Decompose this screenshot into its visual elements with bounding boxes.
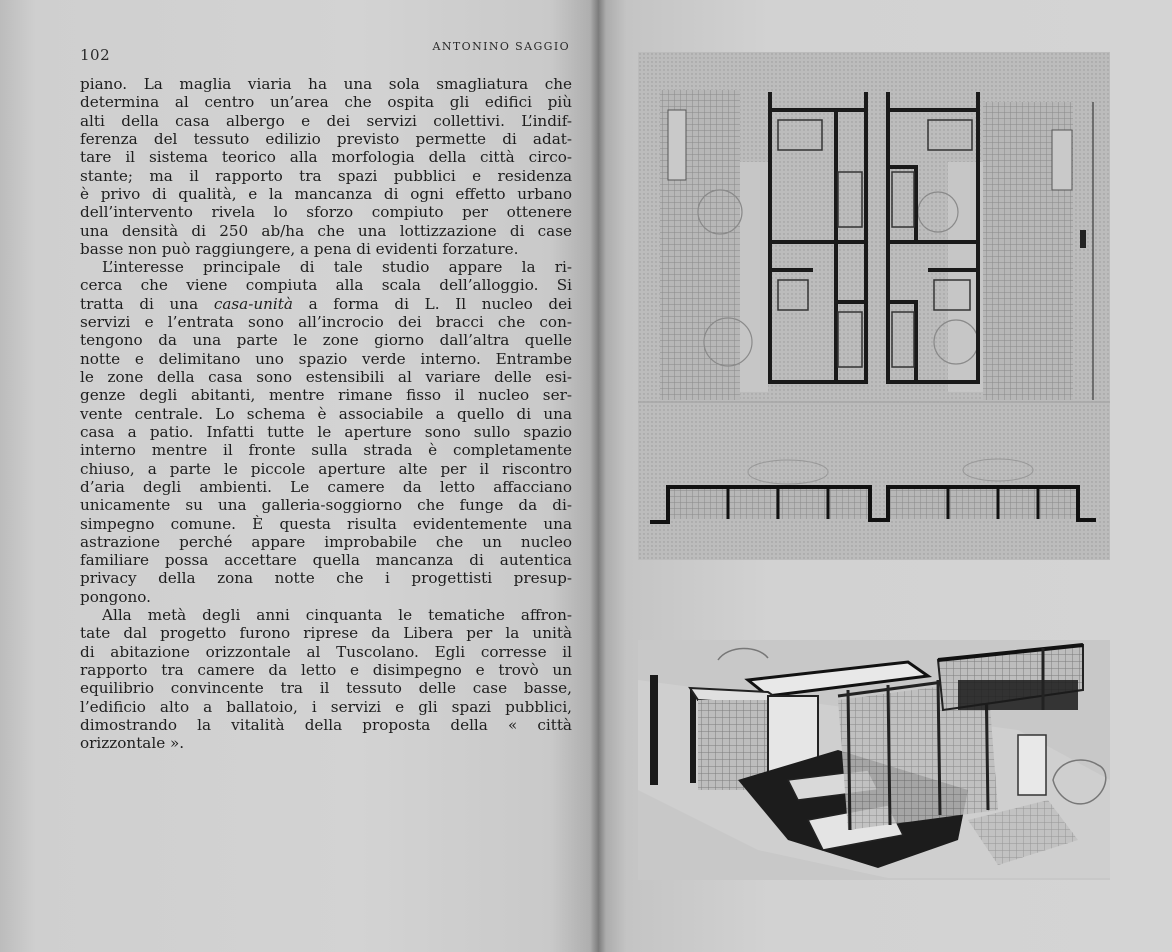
plan-section-drawing: [638, 52, 1110, 560]
text-line: vente centrale. Lo schema è associabile a quello di una: [80, 404, 572, 423]
text-line: di abitazione orizzontale al Tuscolano. Egli corresse il: [80, 642, 572, 661]
text-line: genze degli abitanti, mentre rimane fisso il nucleo ser-: [80, 386, 572, 405]
text-line: notte e delimitano uno spazio verde interno. Entrambe: [80, 349, 572, 368]
text-line: Alla metà degli anni cinquanta le tematiche affron-: [102, 606, 572, 625]
text-line: L’interesse principale di tale studio appare la ri-: [102, 258, 572, 277]
text-line: servizi e l’entrata sono all’incrocio dei bracci che con-: [80, 313, 572, 332]
text-line: tate dal progetto furono riprese da Libera per la unità: [80, 624, 572, 643]
book-gutter: [590, 0, 606, 952]
text-line: chiuso, a parte le piccole aperture alte per il riscontro: [80, 459, 572, 478]
text-line: una densità di 250 ab/ha che una lottizzazione di case: [80, 221, 572, 240]
text-line: simpegno comune. È questa risulta evidentemente una: [80, 514, 572, 533]
text-line: tengono da una parte le zone giorno dall’altra quelle: [80, 331, 572, 350]
text-line: pongono.: [80, 587, 151, 606]
text-line: basse non può raggiungere, a pena di evidenti forzature.: [80, 239, 519, 258]
text-line: d’aria degli ambienti. Le camere da letto affacciano: [80, 477, 572, 496]
page-number: 102: [80, 46, 111, 64]
text-line: casa a patio. Infatti tutte le aperture sono sullo spazio: [80, 422, 572, 441]
axonometric-drawing: [638, 640, 1110, 880]
text-line: dell’intervento rivela lo sforzo compiuto per ottenere: [80, 203, 572, 222]
text-line: le zone della casa sono estensibili al variare delle esi-: [80, 368, 572, 386]
text-line: orizzontale ».: [80, 734, 185, 753]
text-line: rapporto tra camere da letto e disimpegno e trovò un: [80, 661, 572, 679]
text-line: tratta di una casa-unità a forma di L. Il nucleo dei: [80, 294, 572, 313]
text-line: alti della casa albergo e dei servizi collettivi. L’indif-: [80, 111, 572, 130]
text-line: familiare possa accettare quella mancanza di autentica: [80, 551, 572, 570]
text-line: piano. La maglia viaria ha una sola smagliatura che: [80, 75, 572, 93]
text-line: unicamente su una galleria-soggiorno che funge da di-: [80, 496, 572, 515]
italic-term: casa-unità: [213, 294, 293, 313]
text-line: stante; ma il rapporto tra spazi pubblici e residenza: [80, 166, 572, 185]
running-head: ANTONINO SAGGIO: [432, 40, 570, 53]
body-text: [80, 75, 572, 753]
text-line: l’edificio alto a ballatoio, i servizi e gli spazi pubblici,: [80, 697, 572, 716]
plan-section-figure: [638, 52, 1110, 560]
axonometric-figure: [638, 640, 1110, 880]
text-line: astrazione perché appare improbabile che un nucleo: [80, 532, 572, 551]
text-line: dimostrando la vitalità della proposta della « città: [80, 715, 572, 734]
text-line: interno mentre il fronte sulla strada è completamente: [80, 441, 572, 460]
text-line: privacy della zona notte che i progettisti presup-: [80, 569, 572, 588]
text-line: ferenza del tessuto edilizio previsto permette di adat-: [80, 129, 572, 148]
text-line: tare il sistema teorico alla morfologia della città circo-: [80, 148, 572, 167]
text-line: cerca che viene compiuta alla scala dell’alloggio. Si: [80, 276, 572, 295]
text-line: è privo di qualità, e la mancanza di ogni effetto urbano: [80, 184, 572, 203]
text-line: determina al centro un’area che ospita gli edifici più: [80, 93, 572, 112]
text-line: equilibrio convincente tra il tessuto delle case basse,: [80, 679, 572, 698]
